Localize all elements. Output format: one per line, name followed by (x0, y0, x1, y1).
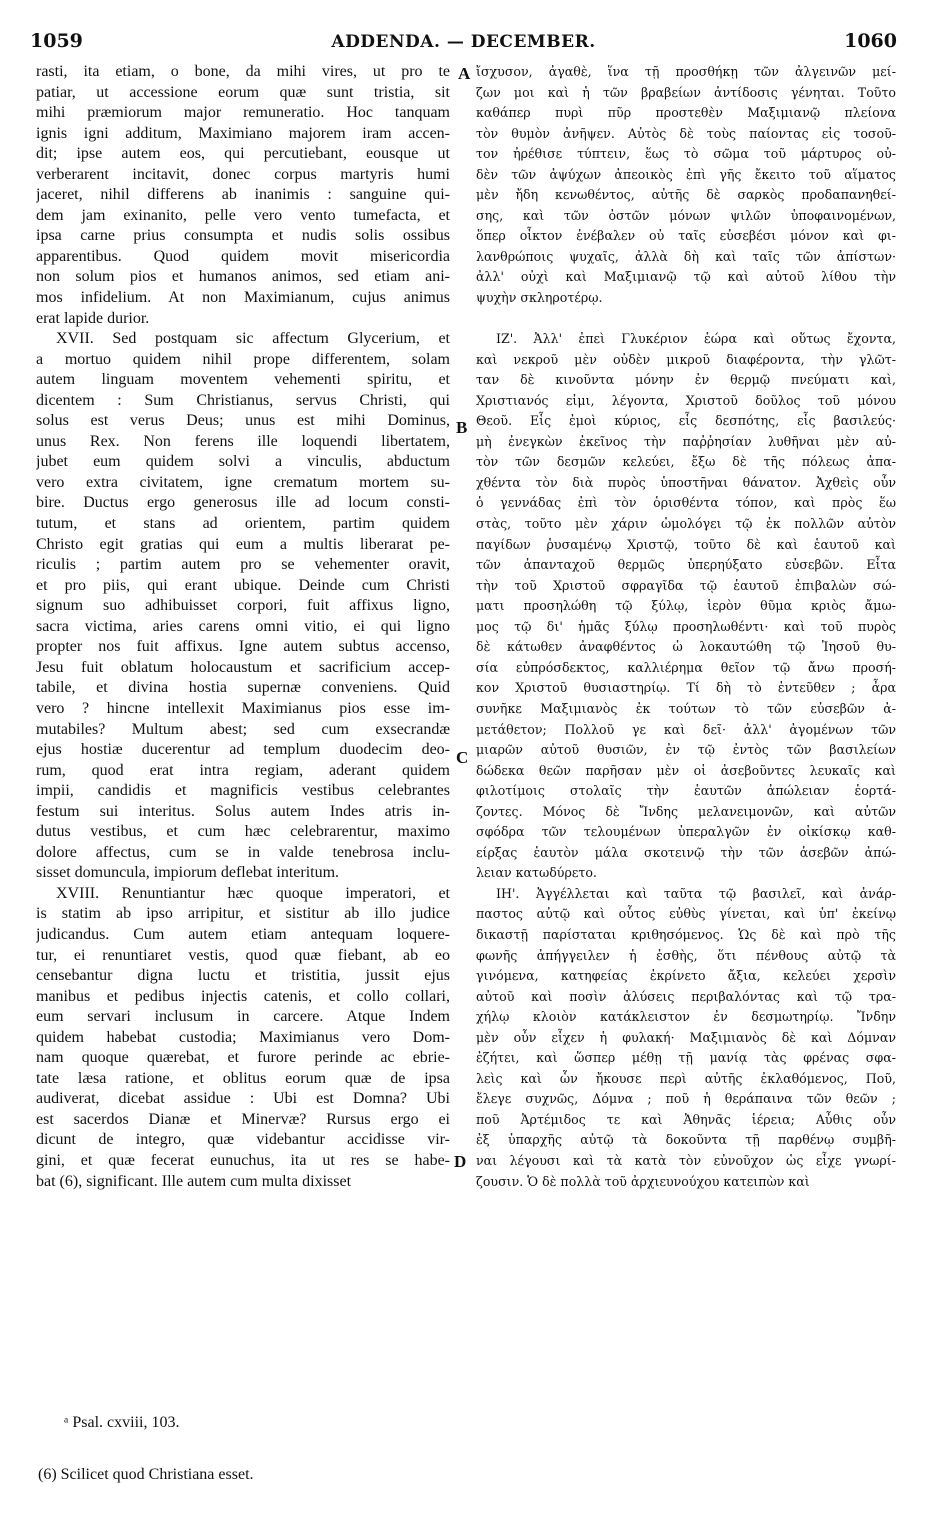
latin-text-line: rasti, ita etiam, o bone, da mihi vires, ut pro te (36, 63, 450, 80)
latin-text-line: manibus et pedibus injectis catenis, et collo collari, (36, 987, 450, 1005)
greek-text-line: μος τῷ δι' ἡμᾶς ξύλῳ προσηλωθέντι· καὶ τοῦ πυρὸς (476, 618, 896, 634)
greek-text-line: δὲ κάτωθεν ἀναφθέντος ὡ λοκαυτώθη τῷ Ἰησοῦ θυ- (476, 639, 896, 655)
latin-text-line: dicunt de integro, quæ videbantur accidisse vir- (36, 1131, 450, 1149)
latin-text-line: nam quoque quærebat, et furore perinde ac ebrie- (36, 1049, 450, 1067)
latin-text-line: impii, candidis et magnificis vestibus celebrantes (36, 782, 450, 800)
greek-text-line: ἔλεγε συχνῶς, Δόμνα ; ποῦ ἡ θεράπαινα τῶν θεῶν ; (476, 1091, 896, 1107)
latin-text-line: dutus vestibus, et cum hæc celebrarentur, maximo (36, 823, 450, 841)
latin-text-line: verberarent incitavit, donec corpus martyris humi (36, 165, 450, 183)
latin-text-line: sisset domuncula, impiorum deflebat interitum. (36, 864, 340, 882)
greek-text-line: ἐζήτει, καὶ ὥσπερ μέθῃ τῇ μανίᾳ τὰς φρένας σφα- (476, 1050, 896, 1066)
greek-text-line: χθέντα τὸν διὰ πυρὸς ὑποστῆναι θάνατον. Ἀχθεὶς οὖν (476, 474, 896, 490)
greek-text-line: φιλοτίμοις στολαῖς τὴν ἑαυτῶν ἀπώλειαν ἑορτά- (476, 783, 896, 799)
margin-marker-d: D (454, 1152, 467, 1171)
greek-text-line: τον ἠρέθισε τύπτειν, ἕως τὸ σῶμα τοῦ μάρτυρος οὐ- (476, 146, 896, 162)
latin-text-line: tur, ei renuntiaret vestis, quod quæ fiebant, ab eo (36, 946, 450, 964)
greek-text-line (476, 309, 896, 330)
greek-text-line: ἴσχυσον, ἀγαθὲ, ἵνα τῇ προσθήκῃ τῶν ἀλγεινῶν μεί- (476, 64, 896, 79)
greek-text-line: μὲν οὖν εἶχεν ἡ φυλακή· Μαξιμιανὸς δὲ καὶ Δόμναν (476, 1029, 896, 1045)
latin-text-line: jubet eum quidem solvi a vinculis, abductum (36, 453, 450, 471)
latin-text-line: apparentibus. Quod quidem movit misericordia (36, 247, 450, 265)
greek-text-line: δὲν τῶν ἀψύχων ἀπεοικὸς ἐπὶ γῆς ἔκειτο τοῦ αἵματος (476, 166, 896, 182)
latin-text-line: XVIII. Renuntiantur hæc quoque imperatori, et (56, 884, 450, 902)
latin-text-line: riculis ; partim autem pro se vehementer oravit, (36, 556, 450, 574)
latin-text-line: vero ? hincne intellexit Maximianus pios esse im- (36, 699, 450, 717)
greek-text-line: ὅπερ οἶκτον ἐνέβαλεν οὐ ταῖς εὐσεβέσι μόνον καὶ φι- (476, 228, 896, 244)
greek-text-line: φωνῆς ἀπήγγειλεν ἡ ἐσθὴς, ὅτι πένθους αὐτῷ τὰ (476, 947, 896, 963)
latin-text-line: jaceret, nihil differens ab inanimis : sanguine qui- (36, 186, 450, 204)
latin-text-line: dicentem : Sum Christianus, servus Christi, qui (36, 391, 450, 409)
latin-text-line: erat lapide durior. (36, 309, 150, 327)
greek-column (476, 62, 896, 1192)
greek-text-line: σφόδρα τῶν τελουμένων ὑπεραλγῶν ἐν οἰκίσκῳ καθ- (476, 824, 896, 840)
running-title: ADDENDA. — DECEMBER. (331, 32, 596, 52)
greek-text-line: Χριστιανός εἰμι, λέγοντα, Χριστοῦ δοῦλος τοῦ μόνου (476, 392, 896, 408)
latin-text-line: vero extra civitatem, igne crematum mortem su- (36, 473, 450, 491)
latin-text-line: Jesu fuit oblatum holocaustum et sacrificium accep- (36, 658, 450, 676)
greek-text-line: ΙΖ'. Ἀλλ' ἐπεὶ Γλυκέριον ἑώρα καὶ οὕτως ἔχοντα, (496, 331, 896, 347)
greek-text-line: Θεοῦ. Εἷς ἐμοὶ κύριος, εἷς δεσπότης, εἷς βασιλεύς· (476, 413, 896, 429)
greek-text-line: αὐτοῦ καὶ ποσὶν ἁλύσεις περιβαλόντας καὶ τῷ τρα- (476, 988, 896, 1004)
footnote-note: (6) Scilicet quod Christiana esset. (38, 1466, 254, 1483)
margin-marker-a: A (458, 64, 471, 83)
latin-text-line: gini, et quæ fecerat eunuchus, ita ut res se habe- (36, 1151, 450, 1169)
greek-text-line: ζοντες. Μόνος δὲ Ἴνδης μελανειμονῶν, καὶ αὐτῶν (476, 803, 896, 819)
latin-text-line: mos infidelium. At non Maximianum, cujus animus (36, 289, 450, 307)
running-header (30, 24, 897, 54)
latin-text-line: Christo egit gratias qui eum a multis liberarat pe- (36, 535, 450, 553)
greek-text-line: χήλῳ κλοιὸν κατάκλειστον ἐν δεσμωτηρίῳ. Ἴνδην (476, 1009, 896, 1025)
latin-text-line: judicandus. Cum autem etiam antequam loquere- (36, 925, 450, 943)
greek-text-line: λειαν κατωδύρετο. (476, 865, 597, 881)
greek-text-line: ματι προσηλώθη τῷ ξύλῳ, ἱερὸν θῦμα κριὸς ἄμω- (476, 598, 896, 614)
latin-text-line: unus Rex. Non ferens ille loquendi libertatem, (36, 432, 450, 450)
latin-text-line: eum servari inclusum in carcere. Atque Indem (36, 1008, 450, 1026)
greek-text-line: ΙΗ'. Ἀγγέλλεται καὶ ταῦτα τῷ βασιλεῖ, καὶ ἀνάρ- (496, 885, 896, 901)
latin-text-line: et pro piis, qui erant ubique. Deinde cum Christi (36, 576, 450, 594)
greek-text-line: συνῆκε Μαξιμιανὸς ἐκ τούτων τὸ τῶν εὐσεβῶν ἀ- (476, 700, 896, 716)
greek-text-line: μὴ ἐνεγκὼν ἐκεῖνος τὴν παῤῥησίαν λυθῆναι μὲν αὐ- (476, 433, 896, 449)
greek-text-line: καὶ νεκροῦ μὲν οὐδὲν μικροῦ διαφέροντα, τὴν γλῶτ- (476, 351, 896, 367)
greek-text-line: ζουσιν. Ὁ δὲ πολλὰ τοῦ ἀρχιευνούχου κατειπὼν καὶ (476, 1173, 810, 1189)
latin-text-line: tabile, et divina hostia supernæ conveniens. Quid (36, 679, 450, 697)
latin-text-line: mihi præmiorum major remuneratio. Hoc tanquam (36, 104, 450, 122)
greek-text-line: λανθρώποις ψυχαῖς, ἀλλὰ δὴ καὶ ταῖς τῶν ἀπίστων· (476, 248, 896, 264)
latin-text-line: is statim ab ipso arripitur, et sistitur ab illo judice (36, 905, 450, 923)
greek-text-line: μιαρῶν αὐτοῦ θυσιῶν, ἐν τῷ ἐντὸς τῶν βασιλείων (476, 742, 896, 758)
greek-text-line: ψυχὴν σκληροτέρῳ. (476, 290, 603, 306)
latin-text-line: dem jam exinanito, pelle vero vento tumefacta, et (36, 206, 450, 224)
latin-text-line: mutabiles? Multum abest; sed cum exsecrandæ (36, 720, 450, 738)
latin-text-line: audiverat, dicebat assidue : Ubi est Domna? Ubi (36, 1090, 450, 1108)
greek-text-line: παγίδων ῥυσαμένῳ Χριστῷ, τοῦτο δὲ καὶ ἑαυτοῦ καὶ (476, 536, 896, 552)
greek-text-line: ναι λέγουσι καὶ τὰ κατὰ τὸν εὐνοῦχον ὡς εἶχε γνωρί- (476, 1152, 896, 1168)
greek-text-line: ποῦ Ἀρτέμιδος τε καὶ Ἀθηνᾶς ἱέρεια; Αὖθις οὖν (476, 1111, 896, 1127)
margin-marker-c: C (456, 748, 469, 767)
latin-text-line: non solum pios et humanos animos, sed etiam ani- (36, 268, 450, 286)
latin-text-line: rum, quod erat intra regiam, aderant quidem (36, 761, 450, 779)
greek-text-line: ἀλλ' οὐχὶ καὶ Μαξιμιανῷ τῷ καὶ αὐτοῦ λίθου τὴν (476, 269, 896, 285)
greek-text-line: ὁ γεννάδας ἐπὶ τὸν ὁρισθέντα τόπον, καὶ πρὸς ἕω (476, 495, 896, 511)
latin-text-line: tutum, et stans ad orientem, partim quidem (36, 515, 450, 533)
latin-text-line: XVII. Sed postquam sic affectum Glycerium, et (56, 330, 450, 348)
greek-text-line: μετάθετον; Πολλοῦ γε καὶ δεῖ· ἀλλ' ἀγομένων τῶν (476, 721, 896, 737)
margin-marker-b: B (456, 418, 468, 437)
latin-text-line: sacra victima, aries carens omni vitio, ei qui ligno (36, 617, 450, 635)
greek-text-line: δώδεκα θεῶν παρῆσαν μὲν οἱ ἀσεβοῦντες λευκαῖς καὶ (476, 762, 896, 778)
greek-text-line: στὰς, τοῦτο μὲν χάριν ὡμολόγει τῷ ἐκ πολλῶν αὐτὸν (476, 516, 896, 532)
greek-text-line: ἐξ ὑπαρχῆς αὐτῷ τὰ δοκοῦντα τῇ παρθένῳ συμβῆ- (476, 1132, 896, 1148)
greek-text-line: ταν δὲ κινοῦντα μόνην ἐν θερμῷ πνεύματι καὶ, (476, 372, 896, 388)
greek-text-line: είρξας ἑαυτὸν μάλα σκοτεινῷ τὴν τῶν ἀσεβῶν ἀπώ- (476, 844, 896, 860)
footnote-reference: ᵃ Psal. cxviii, 103. (64, 1414, 180, 1431)
greek-text-line: δικαστῇ παρίσταται κριθησόμενος. Ὡς δὲ καὶ πρὸ τῆς (476, 926, 896, 942)
latin-text-line: a mortuo quidem nihil prope differentem, solam (36, 350, 450, 368)
latin-text-line: ipsa carne prius consumpta et nudis solis ossibus (36, 227, 450, 245)
latin-text-line: tate læsa ratione, et oblitus eorum quæ de ipsa (36, 1069, 450, 1087)
latin-text-line: ejus hostiæ ducerentur ad templum duodecim deo- (36, 741, 450, 759)
latin-text-line: ignis igni additum, Maximiano majorem iram accen- (36, 124, 450, 142)
greek-text-line: παστος αὐτῷ καὶ οὗτος εὐθὺς γίνεται, καὶ ὑπ' ἐκείνῳ (476, 906, 896, 922)
latin-text-line: censebantur digna luctu et tristitia, jussit ejus (36, 967, 450, 985)
latin-text-line: dolore affectus, cum se in valde tenebrosa inclu- (36, 843, 450, 861)
greek-text-line: γινόμενα, κατηφείας ἐκρίνετο ἄξια, κελεύει χερσὶν (476, 968, 896, 984)
latin-text-line: bat (6), significant. Ille autem cum multa dixisset (36, 1172, 352, 1190)
greek-text-line: ζων μοι καὶ ἡ τῶν βραβείων ἀντίδοσις γένηται. Τοῦτο (476, 84, 896, 100)
greek-text-line: καθάπερ πυρὶ πῦρ προστεθὲν Μαξιμιανῷ πλείονα (476, 105, 896, 121)
latin-text-line: est sacerdos Dianæ et Minervæ? Rursus ergo ei (36, 1110, 450, 1128)
page-number-left: 1059 (30, 30, 83, 52)
greek-text-line: σία εὐπρόσδεκτος, καλλιέρημα θεῖον τῷ ἄνω προσή- (476, 659, 896, 675)
greek-text-line: τὸν τῶν δεσμῶν κελεύει, ἔξω δὲ τῆς πόλεως ἀπα- (476, 454, 896, 470)
greek-text-line: κον Χριστοῦ θυσιαστηρίῳ. Τί δὴ τὸ ἐντεῦθεν ; ἆρα (476, 680, 896, 696)
greek-text-line: τὴν τοῦ Χριστοῦ σφραγῖδα τῷ ἑαυτοῦ ἐπιβαλὼν σώ- (476, 577, 896, 593)
greek-text-line: σης, καὶ τῶν ὀστῶν μόνων ψιλῶν ὑποφαινομένων, (476, 207, 896, 223)
latin-text-line: festum sui interitus. Solus autem Indes atris in- (36, 802, 450, 820)
page-number-right: 1060 (844, 30, 897, 52)
latin-text-line: autem linguam moventem vehementi spiritu, et (36, 371, 450, 389)
latin-text-line: propter nos fuit affixus. Igne autem subtus accenso, (36, 638, 450, 656)
greek-text-line: τῶν ἁπανταχοῦ θερμῶς ὑπερηύξατο εὐσεβῶν. Εἶτα (476, 557, 896, 573)
latin-text-line: signum suo adhibuisset corpori, fuit affixus ligno, (36, 597, 450, 615)
latin-text-line: bire. Ductus ergo generosus ille ad locum consti- (36, 494, 450, 512)
latin-text-line: patiar, ut accessione eorum quæ sunt tristia, sit (36, 83, 450, 101)
greek-text-line: τὸν θυμὸν ἀνῆψεν. Αὐτὸς δὲ τοὺς παίοντας εἰς τοσοῦ- (476, 125, 896, 141)
latin-text-line: quidem habebat custodia; Maximianus vero Dom- (36, 1028, 450, 1046)
greek-text-line: μὲν ἤδη κενωθέντος, αὐτῆς δὲ σαρκὸς προδαπανηθεί- (476, 187, 896, 203)
greek-text-line: λεὶς καὶ ὧν ἤκουσε περὶ αὐτῆς ἐκλαθόμενος, Ποῦ, (476, 1070, 896, 1086)
latin-text-line: dit; ipse autem eos, qui percutiebant, eousque ut (36, 145, 450, 163)
latin-column (36, 62, 450, 1192)
latin-text-line: solus est verus Deus; unus est mihi Dominus, (36, 412, 450, 430)
